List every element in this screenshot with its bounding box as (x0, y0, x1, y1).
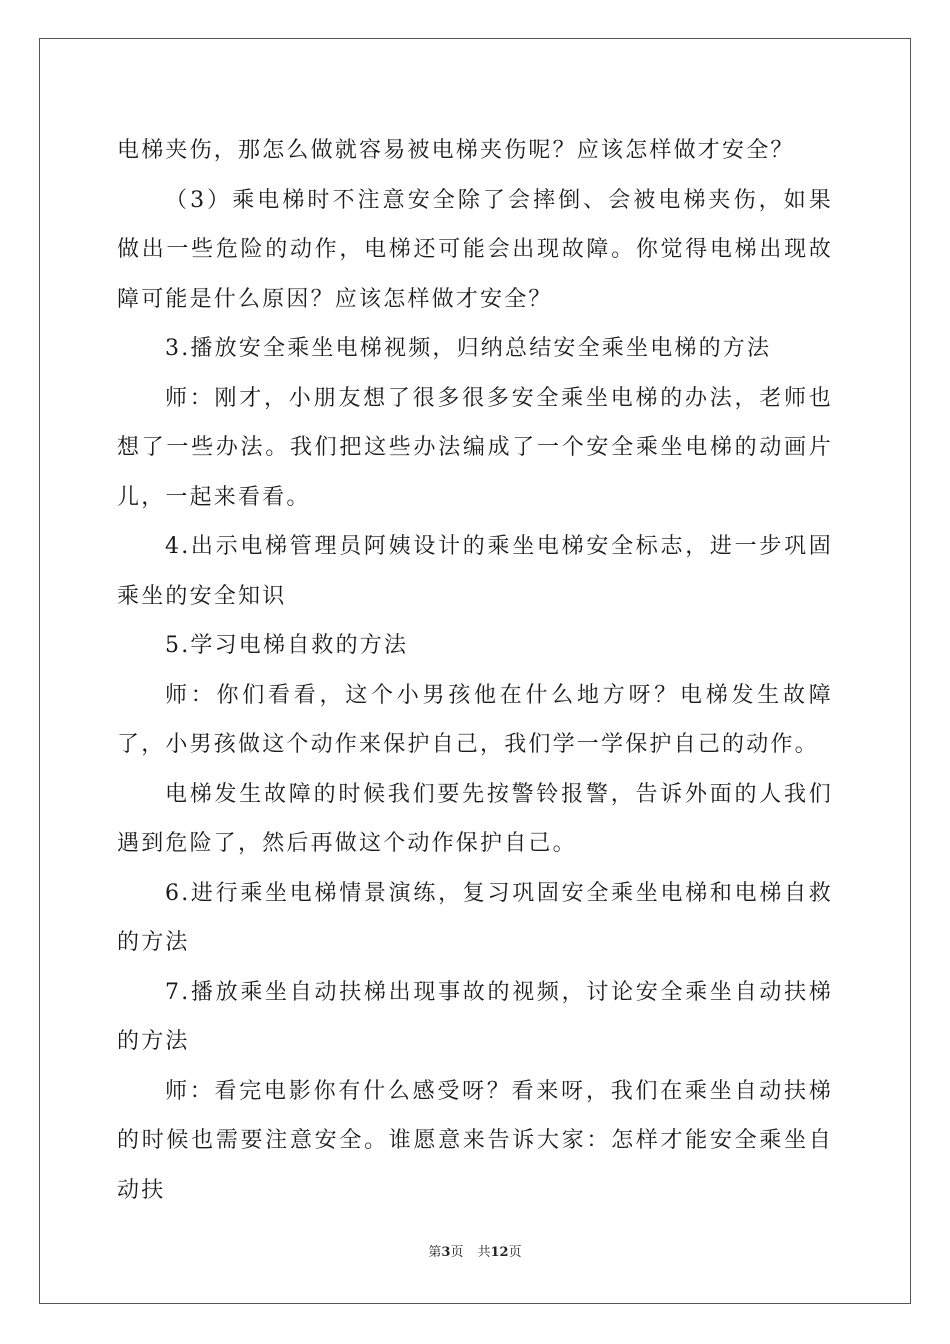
paragraph-8: 电梯发生故障的时候我们要先按警铃报警，告诉外面的人我们遇到危险了，然后再做这个动作保护自己。 (117, 781, 833, 856)
paragraph-5: 4.出示电梯管理员阿姨设计的乘坐电梯安全标志，进一步巩固乘坐的安全知识 (117, 534, 833, 609)
paragraph-6: 5.学习电梯自救的方法 (165, 633, 409, 658)
paragraph-1: 电梯夹伤，那怎么做就容易被电梯夹伤呢？应该怎样做才安全？ (117, 138, 795, 163)
paragraph-7: 师：你们看看，这个小男孩他在什么地方呀？电梯发生故障了，小男孩做这个动作来保护自己，我们学一学保护自己的动作。 (117, 682, 833, 757)
page-footer (0, 1244, 950, 1262)
paragraph-10: 7.播放乘坐自动扶梯出现事故的视频，讨论安全乘坐自动扶梯的方法 (117, 979, 833, 1054)
page-number: 3 (441, 1245, 451, 1260)
total-pages: 12 (490, 1245, 509, 1260)
total-suffix: 页 (508, 1245, 522, 1260)
paragraph-2: （3）乘电梯时不注意安全除了会摔倒、会被电梯夹伤，如果做出一些危险的动作，电梯还可能会出现故障。你觉得电梯出现故障可能是什么原因？应该怎样做才安全？ (117, 187, 833, 312)
page-suffix: 页 (450, 1245, 464, 1260)
paragraph-3: 3.播放安全乘坐电梯视频，归纳总结安全乘坐电梯的方法 (165, 336, 772, 361)
paragraph-9: 6.进行乘坐电梯情景演练，复习巩固安全乘坐电梯和电梯自救的方法 (117, 880, 833, 955)
paragraph-11: 师：看完电影你有什么感受呀？看来呀，我们在乘坐自动扶梯的时候也需要注意安全。谁愿意来告诉大家：怎样才能安全乘坐自动扶 (117, 1078, 833, 1203)
document-body (117, 126, 833, 1215)
paragraph-4: 师：刚才，小朋友想了很多很多安全乘坐电梯的办法，老师也想了一些办法。我们把这些办法编成了一个安全乘坐电梯的动画片儿，一起来看看。 (117, 385, 833, 510)
total-prefix: 共 (477, 1245, 491, 1260)
page-prefix: 第 (428, 1245, 442, 1260)
